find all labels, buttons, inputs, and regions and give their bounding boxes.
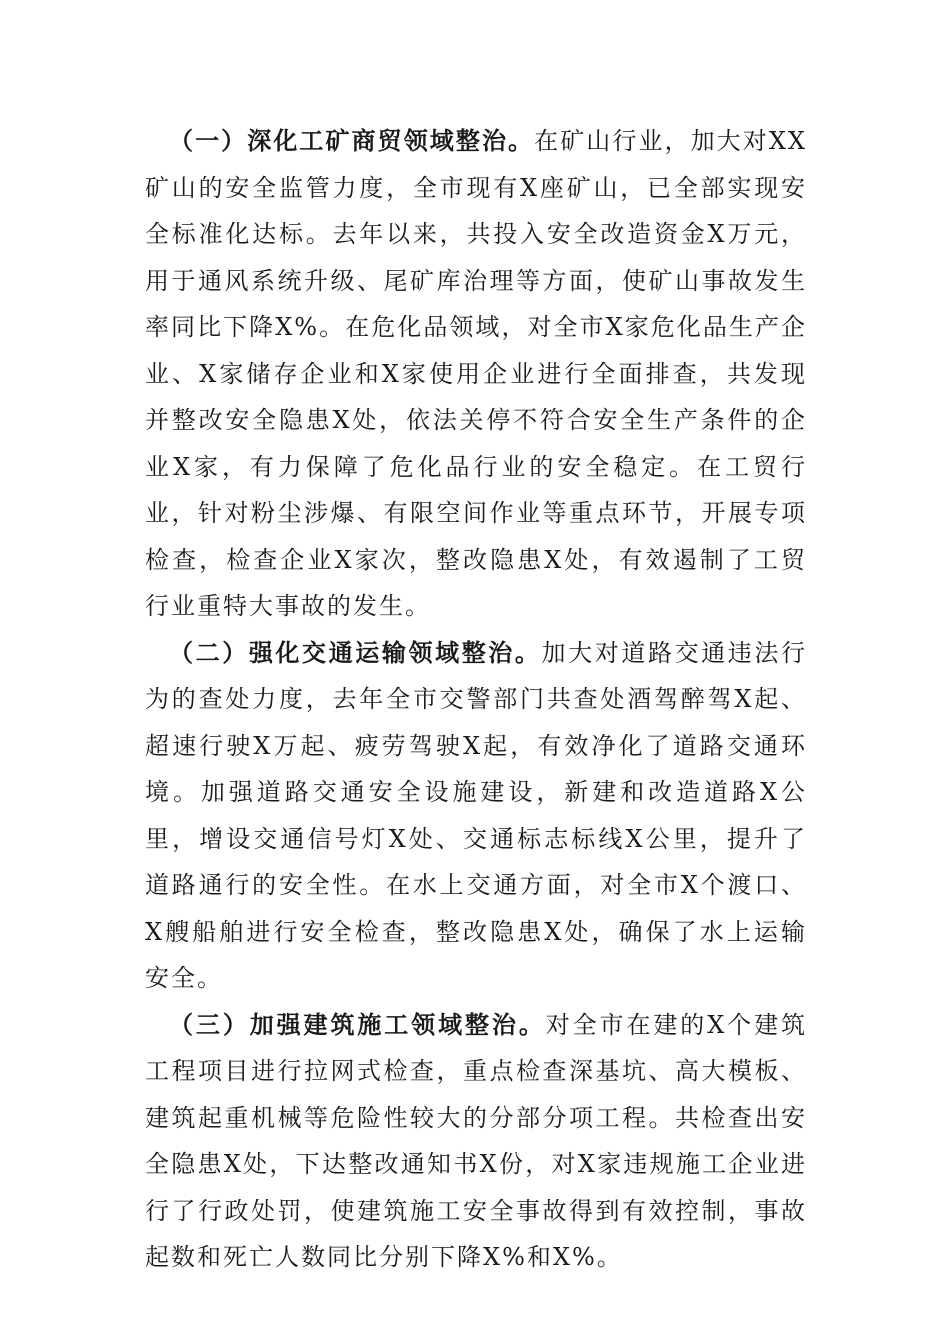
section-text-1: 在矿山行业，加大对XX矿山的安全监管力度，全市现有X座矿山，已全部实现安全标准化达标。去年以来，共投入安全改造资金X万元，用于通风系统升级、尾矿库治理等方面，使矿山事故发生率同比下降X%。在危化品领域，对全市X家危化品生产企业、X家储存企业和X家使用企业进行全面排查，共发现并整改安全隐患X处，依法关停不符合安全生产条件的企业X家，有力保障了危化品行业的安全稳定。在工贸行业，针对粉尘涉爆、有限空间作业等重点环节，开展专项检查，检查企业X家次，整改隐患X处，有效遏制了工贸行业重特大事故的发生。: [145, 127, 808, 620]
document-body: [145, 118, 807, 1281]
section-text-2: 加大对道路交通违法行为的查处力度，去年全市交警部门共查处酒驾醉驾X起、超速行驶X万起、疲劳驾驶X起，有效净化了道路交通环境。加强道路交通安全设施建设，新建和改造道路X公里，增设交通信号灯X处、交通标志标线X公里，提升了道路通行的安全性。在水上交通方面，对全市X个渡口、X艘船舶进行安全检查，整改隐患X处，确保了水上运输安全。: [145, 638, 808, 992]
paragraph-construction: [145, 1002, 807, 1281]
section-heading-1: （一）深化工矿商贸领域整治。: [169, 127, 535, 155]
paragraph-transport: [145, 630, 807, 1002]
paragraph-mining-commerce: [145, 118, 807, 630]
section-text-3: 对全市在建的X个建筑工程项目进行拉网式检查，重点检查深基坑、高大模板、建筑起重机械等危险性较大的分部分项工程。共检查出安全隐患X处，下达整改通知书X份，对X家违规施工企业进行了行政处罚，使建筑施工安全事故得到有效控制，事故起数和死亡人数同比分别下降X%和X%。: [145, 1010, 808, 1271]
section-heading-3: （三）加强建筑施工领域整治。: [169, 1010, 546, 1039]
section-heading-2: （二）强化交通运输领域整治。: [169, 638, 542, 667]
